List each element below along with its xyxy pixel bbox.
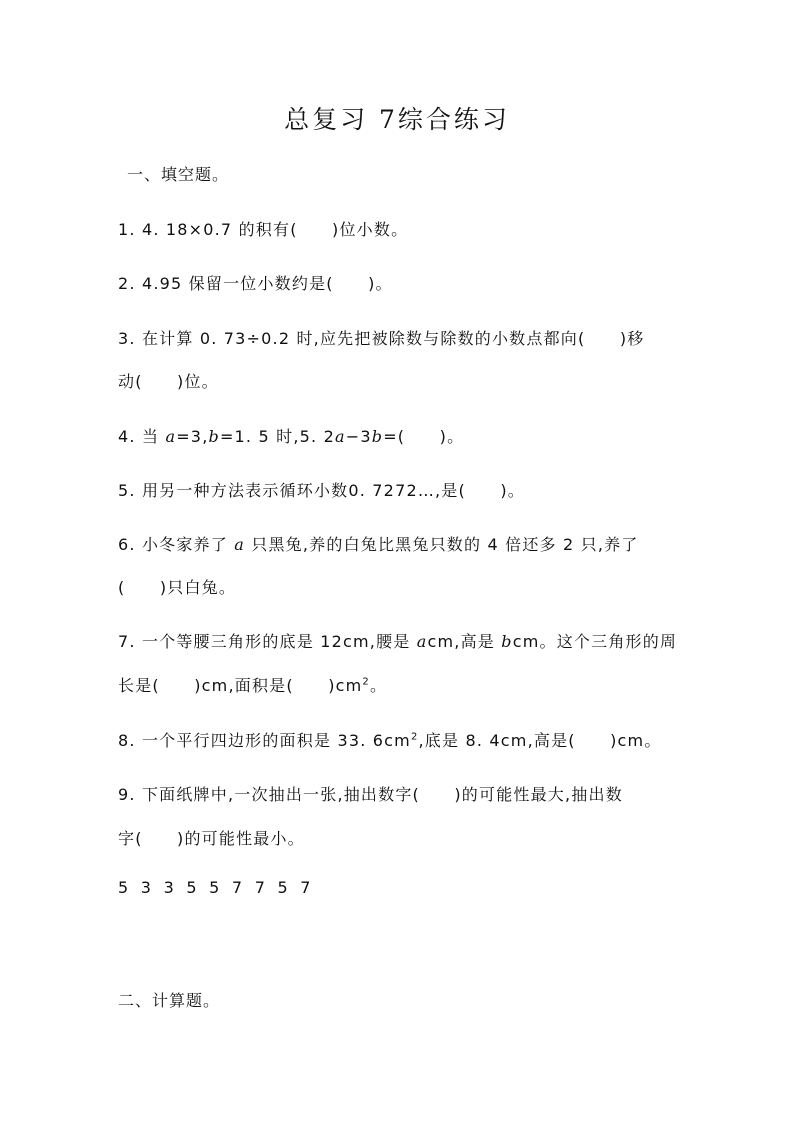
question-3-line-1: 3. 在计算 0. 73÷0.2 时,应先把被除数与除数的小数点都向( )移 — [118, 329, 645, 348]
question-8 — [118, 728, 662, 751]
variable-b: b — [208, 427, 220, 446]
q7-text: 。 — [369, 676, 388, 695]
superscript: 2 — [410, 731, 419, 743]
card-number: 5 — [186, 878, 197, 897]
card-number: 5 — [277, 878, 288, 897]
q7-text: 7. 一个等腰三角形的底是 12cm,腰是 — [118, 632, 417, 651]
question-3-line-2: 动( )位。 — [118, 372, 219, 391]
q8-text: ,底是 8. 4cm,高是( )cm。 — [418, 731, 662, 750]
page-title: 总复习 7综合练习 — [284, 105, 510, 134]
variable-a: a — [234, 535, 245, 554]
variable-a: a — [416, 632, 428, 651]
question-6-line-1 — [118, 532, 639, 555]
card-number: 3 — [163, 878, 174, 897]
q8-text: 8. 一个平行四边形的面积是 33. 6cm — [118, 731, 411, 750]
q4-text: =1. 5 时,5. 2 — [219, 427, 335, 446]
card-number: 7 — [254, 878, 265, 897]
question-5: 5. 用另一种方法表示循环小数0. 7272…,是( )。 — [118, 481, 525, 500]
question-9-line-1: 9. 下面纸牌中,一次抽出一张,抽出数字( )的可能性最大,抽出数 — [118, 785, 623, 804]
card-number: 5 — [209, 878, 220, 897]
variable-b: b — [371, 427, 384, 446]
q4-text: −3 — [345, 427, 372, 446]
question-9-line-2: 字( )的可能性最小。 — [118, 829, 305, 848]
card-number: 3 — [140, 878, 151, 897]
question-2: 2. 4.95 保留一位小数约是( )。 — [118, 274, 393, 293]
q7-text: cm,高是 — [427, 632, 502, 651]
question-1: 1. 4. 18×0.7 的积有( )位小数。 — [118, 220, 409, 239]
card-number: 7 — [300, 878, 311, 897]
question-4 — [118, 424, 464, 447]
question-7-line-2 — [118, 673, 387, 696]
q4-text: =3, — [176, 427, 209, 446]
question-6-line-2: ( )只白兔。 — [118, 578, 237, 597]
superscript: 2 — [362, 676, 370, 688]
question-7-line-1 — [118, 629, 677, 652]
section-heading-calculation: 二、计算题。 — [118, 991, 221, 1010]
q4-text: 4. 当 — [118, 427, 166, 446]
q6-text: 6. 小冬家养了 — [118, 535, 235, 554]
q6-text: 只黑兔,养的白兔比黑兔只数的 4 倍还多 2 只,养了 — [245, 535, 639, 554]
variable-a: a — [334, 427, 346, 446]
section-heading-fill-in: 一、填空题。 — [127, 165, 230, 184]
q7-text: cm。这个三角形的周 — [512, 632, 678, 651]
card-numbers — [118, 878, 318, 897]
q4-text: =( )。 — [383, 427, 465, 446]
q7-text: 长是( )cm,面积是( )cm — [118, 676, 363, 695]
variable-b: b — [501, 632, 513, 651]
card-number: 7 — [231, 878, 243, 897]
card-number: 5 — [118, 878, 129, 897]
variable-a: a — [165, 427, 177, 446]
